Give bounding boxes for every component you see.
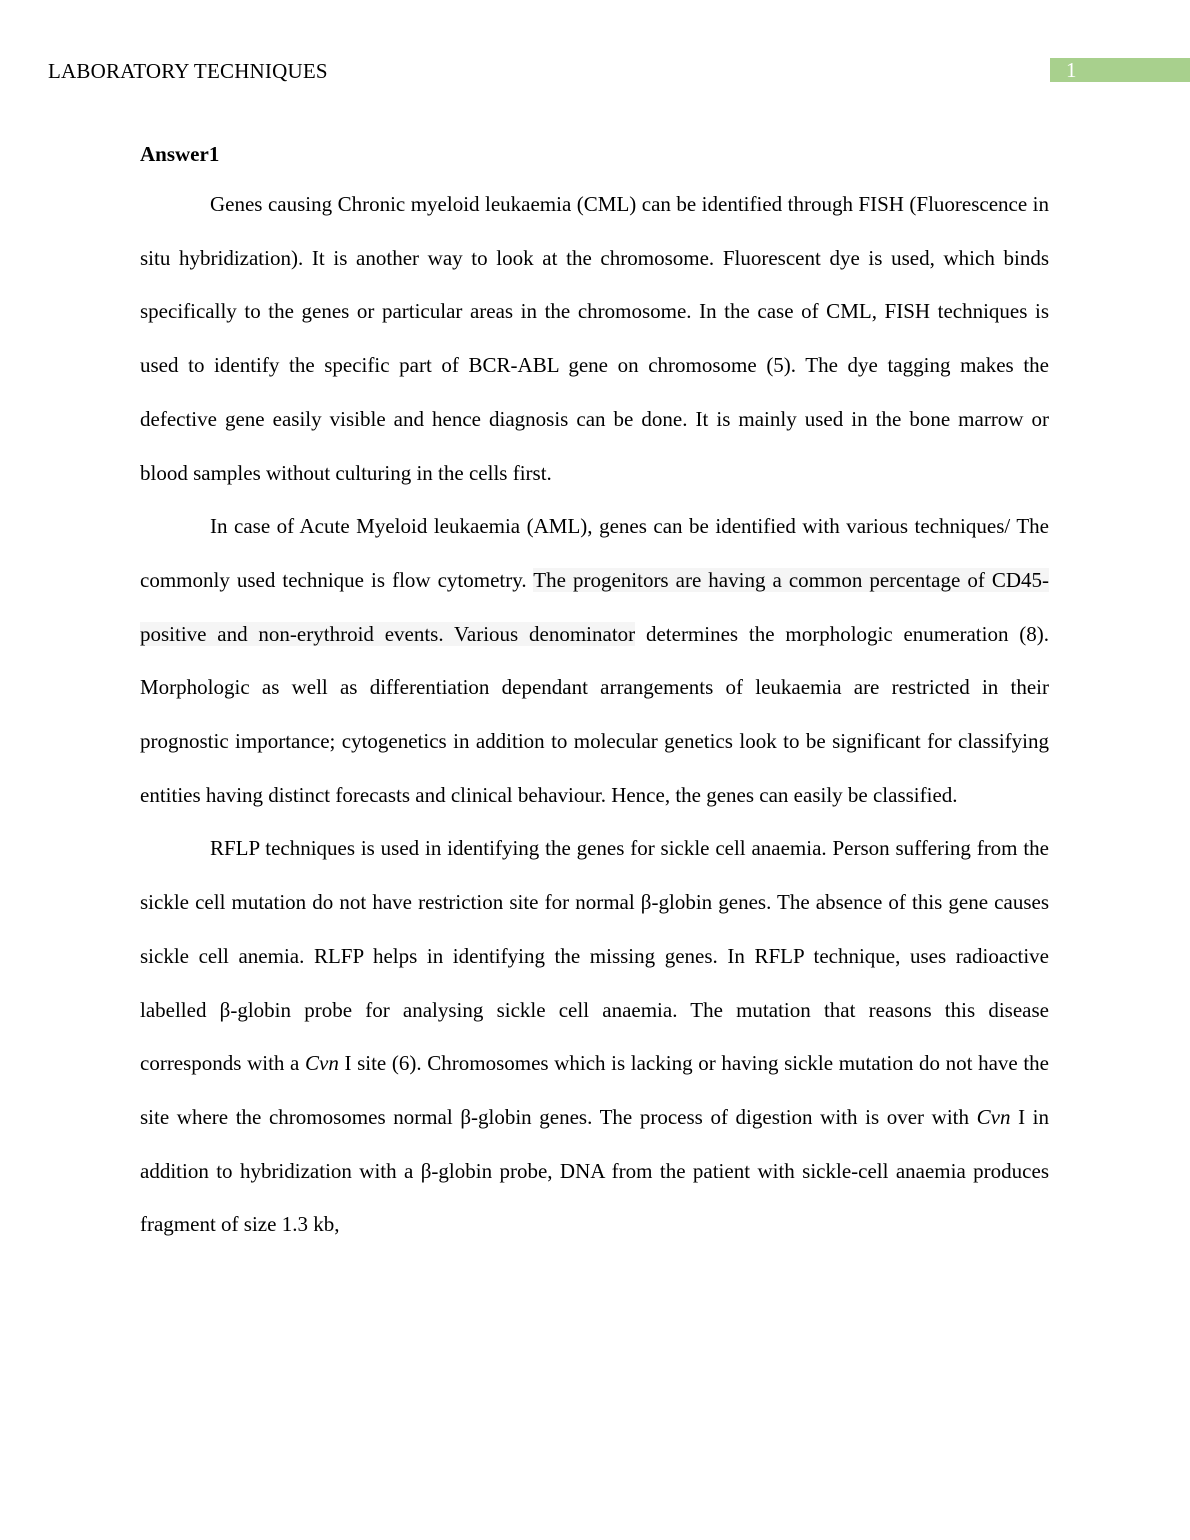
paragraph-rflp-part-3: I in addition to hybridization with a β-globin probe, DNA from the patient with sickle-cell anaemia produces fragment of size 1.3 kb, [140,1104,1050,1237]
page-number: 1 [1050,58,1190,82]
document-body [140,130,1049,1252]
paragraph-rflp [140,822,1049,1252]
highlighted-text: The progenitors are having a common percentage of CD45-positive and non-erythroid events. Various denominator [140,567,1050,646]
paragraph-cml: Genes causing Chronic myeloid leukaemia (CML) can be identified through FISH (Fluorescence in situ hybridization). It is another way to look at the chromosome. Fluorescent dye is used, which binds specifically to the genes or particular areas in the chromosome. In the case of CML, FISH techniques is used to identify the specific part of BCR-ABL gene on chromosome (5). The dye tagging makes the defective gene easily visible and hence diagnosis can be done. It is mainly used in the bone marrow or blood samples without culturing in the cells first. [140,192,1049,485]
paragraph-aml-part-3: determines the morphologic enumeration (8). Morphologic as well as differentiation dependant arrangements of leukaemia are restricted in their prognostic importance; cytogenetics in addition to molecular genetics look to be significant for classifying entities having distinct forecasts and clinical behaviour. Hence, the genes can easily be classified. [140,621,1049,807]
running-head: LABORATORY TECHNIQUES [48,59,328,83]
paragraph-rflp-part-2: I site (6). Chromosomes which is lacking or having sickle mutation do not have the site where the chromosomes normal β-globin genes. The process of digestion with is over with [140,1051,1049,1129]
paragraph-aml [140,500,1049,822]
paragraph-aml-part-1: In case of Acute Myeloid leukaemia (AML), genes can be identified with various techniques/ The commonly used technique is flow cytometry. [140,514,1049,592]
italic-cvn-1: Cvn [305,1051,339,1076]
italic-cvn-2: Cvn [976,1104,1011,1129]
paragraph-rflp-part-1: RFLP techniques is used in identifying the genes for sickle cell anaemia. Person suffering from the sickle cell mutation do not have restriction site for normal β-globin genes. The absence of this gene causes sickle cell anemia. RLFP helps in identifying the missing genes. In RFLP technique, uses radioactive labelled β-globin probe for analysing sickle cell anaemia. The mutation that reasons this disease corresponds with a [140,836,1049,1076]
answer-heading: Answer1 [140,142,220,166]
